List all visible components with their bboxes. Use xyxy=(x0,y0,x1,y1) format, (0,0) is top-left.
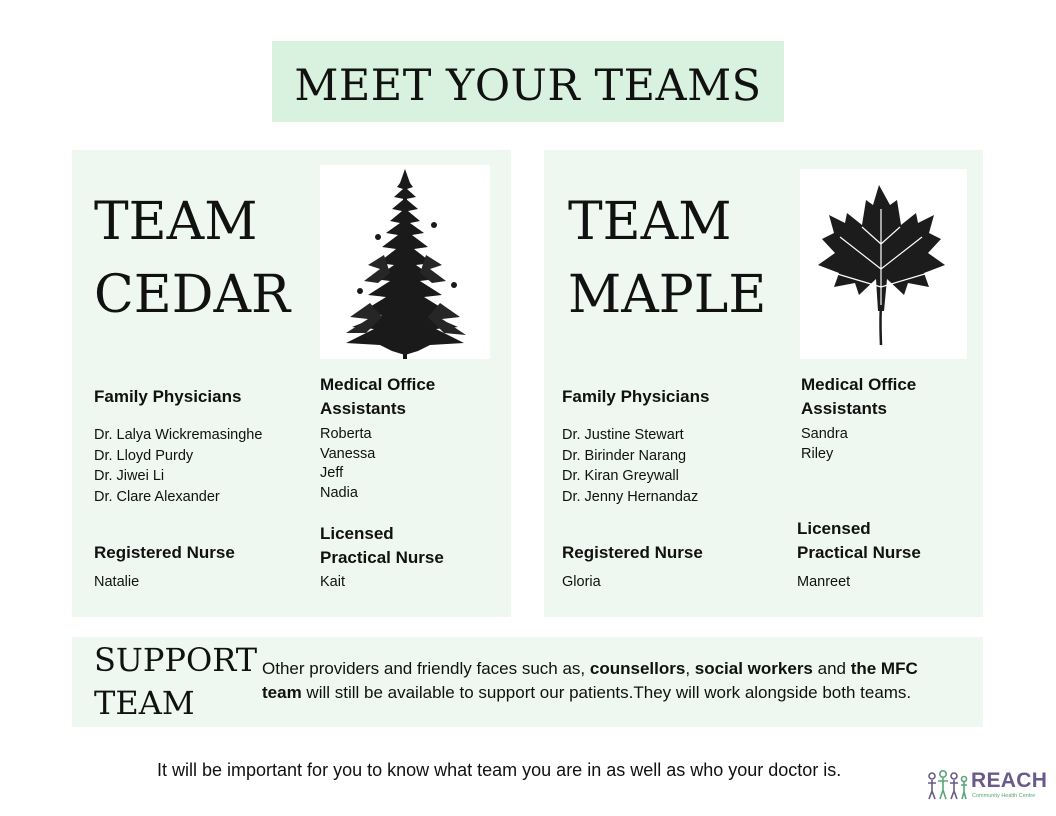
list-item: Vanessa xyxy=(320,445,376,462)
maple-rn-name: Gloria xyxy=(562,574,601,590)
list-item: Dr. Lloyd Purdy xyxy=(94,447,194,464)
maple-leaf-icon xyxy=(800,169,967,359)
list-item: Dr. Lalya Wickremasinghe xyxy=(94,427,263,443)
team-cedar-name: TEAM CEDAR xyxy=(94,192,291,325)
support-team-description: Other providers and friendly faces such as, counsellors, social workers and the MFC team will still be available to support our patients.They will work alongside both teams. xyxy=(262,659,918,702)
page-title: MEET YOUR TEAMS xyxy=(294,60,762,111)
title-banner xyxy=(272,41,784,122)
team-maple-name: TEAM MAPLE xyxy=(568,192,767,325)
cedar-tree-icon xyxy=(320,165,490,359)
list-item: Dr. Birinder Narang xyxy=(562,447,687,464)
list-item: Dr. Justine Stewart xyxy=(562,427,684,443)
cedar-lpn-title: Licensed Practical Nurse xyxy=(320,524,444,567)
team-maple-panel xyxy=(544,150,983,617)
list-item: Jeff xyxy=(320,465,344,481)
logo-subtitle: Community Health Centre xyxy=(972,793,1036,799)
maple-lpn-title: Licensed Practical Nurse xyxy=(797,519,921,562)
logo-wordmark: REACH xyxy=(971,769,1048,792)
list-item: Dr. Clare Alexander xyxy=(94,488,220,505)
cedar-lpn-name: Kait xyxy=(320,574,345,590)
maple-physicians-list xyxy=(562,425,698,507)
people-group-icon xyxy=(926,769,970,801)
cedar-rn-name: Natalie xyxy=(94,574,140,590)
maple-lpn-name: Manreet xyxy=(797,574,851,590)
team-cedar-panel xyxy=(72,150,511,617)
support-team-title: SUPPORT TEAM xyxy=(94,641,258,722)
maple-physicians-title: Family Physicians xyxy=(562,387,710,406)
maple-rn-title: Registered Nurse xyxy=(562,543,703,562)
cedar-moa-title: Medical Office Assistants xyxy=(320,375,436,418)
cedar-moa-list xyxy=(320,425,375,503)
cedar-rn-title: Registered Nurse xyxy=(94,543,235,562)
list-item: Roberta xyxy=(320,426,372,442)
list-item: Dr. Jenny Hernandaz xyxy=(562,488,699,505)
reach-logo xyxy=(926,769,1046,803)
cedar-physicians-list xyxy=(94,425,262,507)
maple-moa-list xyxy=(801,425,848,464)
support-team-banner xyxy=(72,637,983,727)
list-item: Riley xyxy=(801,445,834,462)
list-item: Nadia xyxy=(320,484,358,501)
maple-moa-title: Medical Office Assistants xyxy=(801,375,917,418)
cedar-physicians-title: Family Physicians xyxy=(94,387,242,406)
list-item: Dr. Kiran Greywall xyxy=(562,468,679,484)
list-item: Dr. Jiwei Li xyxy=(94,468,165,484)
footer-note: It will be important for you to know what team you are in as well as who your doctor is. xyxy=(157,760,842,780)
list-item: Sandra xyxy=(801,426,848,442)
